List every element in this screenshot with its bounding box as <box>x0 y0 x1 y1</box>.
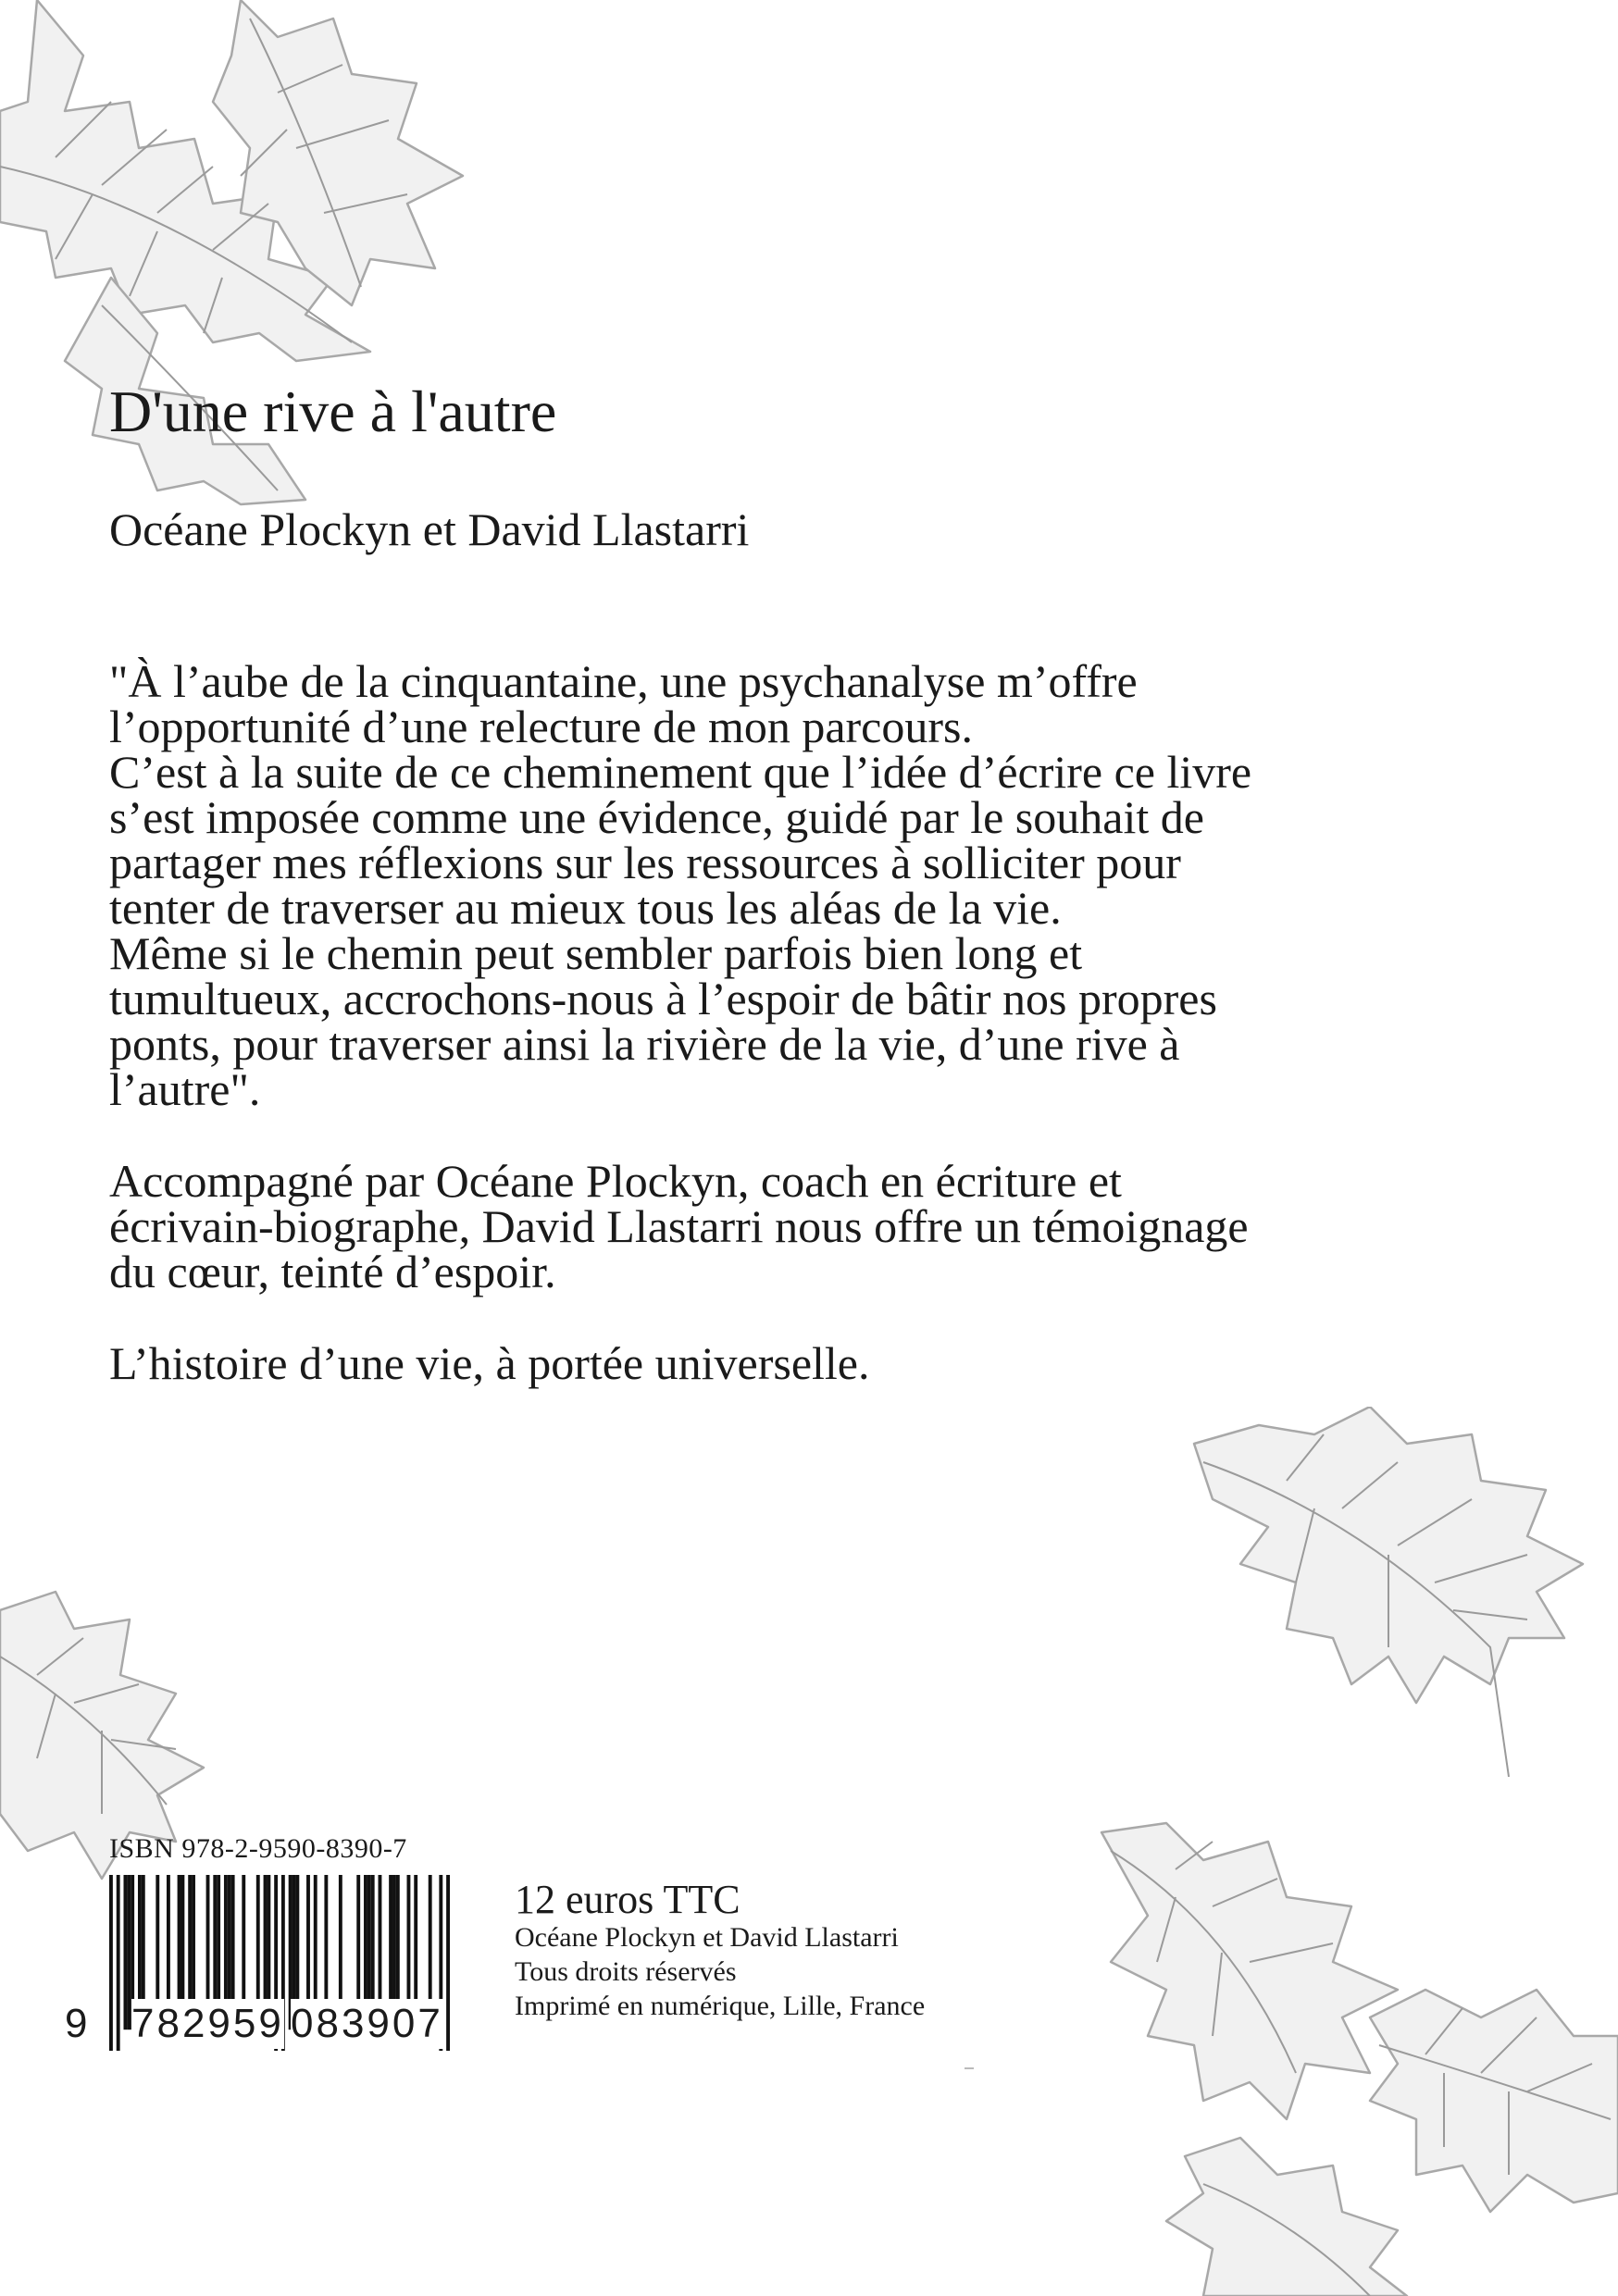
printing-notice: Imprimé en numérique, Lille, France <box>515 1991 926 2021</box>
presentation-paragraph: Accompagné par Océane Plockyn, coach en écriture et écrivain-biographe, David Llastarri nous offre un témoignage du cœur, teinté d’espoir. <box>109 1155 1249 1297</box>
back-cover-blurb <box>109 655 1257 1389</box>
price: 12 euros TTC <box>515 1877 741 1922</box>
barcode-digits-right: 083907 <box>291 1999 443 2049</box>
quote-paragraph: "À l’aube de la cinquantaine, une psychanalyse m’offre l’opportunité d’une relecture de mon parcours. <box>109 655 1138 752</box>
leaf-illustration-bottom-right <box>1092 1805 1618 2296</box>
rights-notice: Tous droits réservés <box>515 1956 737 1987</box>
barcode-digit-first: 9 <box>65 1999 87 2049</box>
book-title: D'une rive à l'autre <box>109 379 557 444</box>
leaf-illustration-middle-right <box>1176 1407 1618 1795</box>
quote-paragraph: Même si le chemin peut sembler parfois bien long et tumultueux, accrochons-nous à l’espoir de bâtir nos propres ponts, pour traverser ainsi la rivière de la vie, d’une rive à l’autre". <box>109 927 1217 1115</box>
barcode-digits-left: 782959 <box>131 1999 284 2049</box>
tagline: L’histoire d’une vie, à portée universelle. <box>109 1337 870 1389</box>
book-authors: Océane Plockyn et David Llastarri <box>109 503 750 555</box>
imprint-info <box>515 1920 925 2023</box>
decorative-mark <box>965 2067 974 2069</box>
barcode-digits <box>65 1999 454 2054</box>
copyright-holders: Océane Plockyn et David Llastarri <box>515 1922 899 1953</box>
quote-paragraph: C’est à la suite de ce cheminement que l’idée d’écrire ce livre s’est imposée comme une évidence, guidé par le souhait de partager mes réflexions sur les ressources à solliciter pour tenter de traverser au mieux tous les aléas de la vie. <box>109 746 1252 934</box>
isbn-label: ISBN 978-2-9590-8390-7 <box>109 1833 407 1864</box>
